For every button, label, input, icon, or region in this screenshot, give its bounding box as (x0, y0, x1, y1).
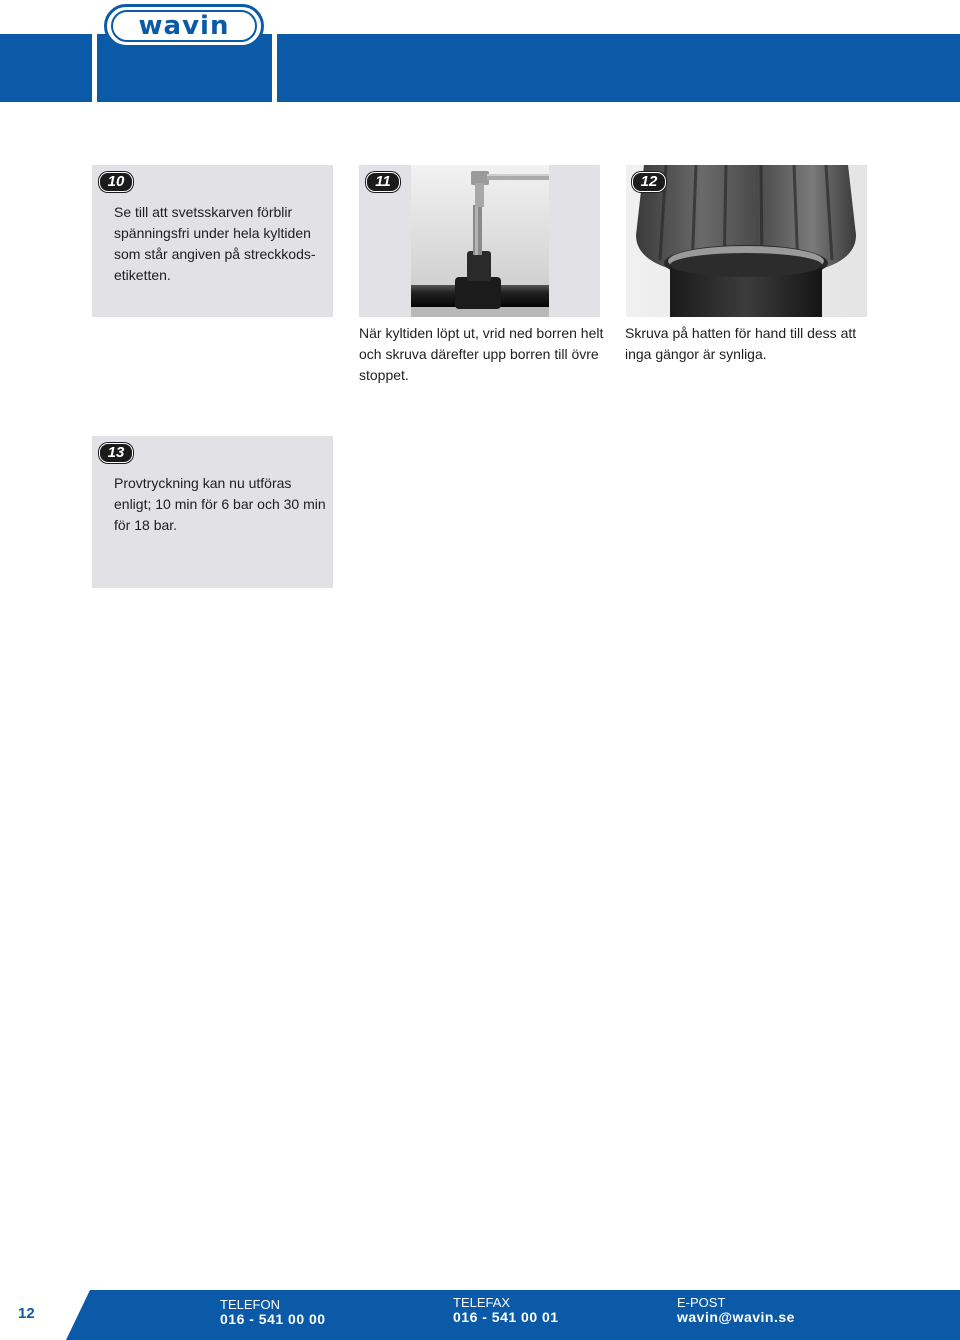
phone-value[interactable]: 016 - 541 00 00 (220, 1311, 326, 1327)
text-line: Skruva på hatten för hand till dess att (625, 325, 857, 341)
logo-inner-ring (111, 10, 257, 42)
drill-on-pipe-photo (411, 165, 549, 317)
text-line: för 18 bar. (114, 517, 178, 533)
text-line: enligt; 10 min för 6 bar och 30 min (114, 496, 326, 512)
fax-value: 016 - 541 00 01 (453, 1309, 559, 1325)
step-12-text (625, 323, 885, 365)
step-12-badge: 12 (632, 172, 666, 192)
step-13-badge: 13 (99, 443, 133, 463)
step-11-text (359, 323, 609, 386)
email-label: E-POST (677, 1295, 726, 1310)
wavin-logo[interactable] (104, 4, 264, 48)
fax-label: TELEFAX (453, 1295, 511, 1310)
phone-label: TELEFON (220, 1297, 280, 1312)
step-10-badge: 10 (99, 172, 133, 192)
step-10-text (114, 202, 329, 286)
text-line: stoppet. (359, 367, 409, 383)
step-13-text (114, 473, 329, 536)
step-11-badge: 11 (366, 172, 400, 192)
email-link[interactable]: wavin@wavin.se (677, 1309, 795, 1325)
header-divider (272, 34, 277, 102)
text-line: Provtryckning kan nu utföras (114, 475, 292, 491)
page-number: 12 (18, 1305, 35, 1322)
text-line: och skruva därefter upp borren till övre (359, 346, 599, 362)
header-divider (92, 34, 97, 102)
text-line: spänningsfri under hela kyltiden (114, 225, 311, 241)
text-line: som står angiven på streckkods- (114, 246, 316, 262)
text-line: etiketten. (114, 267, 171, 283)
logo-text: wavin (138, 11, 230, 41)
text-line: Se till att svetsskarven förblir (114, 204, 293, 220)
text-line: inga gängor är synliga. (625, 346, 767, 362)
text-line: När kyltiden löpt ut, vrid ned borren helt (359, 325, 604, 341)
